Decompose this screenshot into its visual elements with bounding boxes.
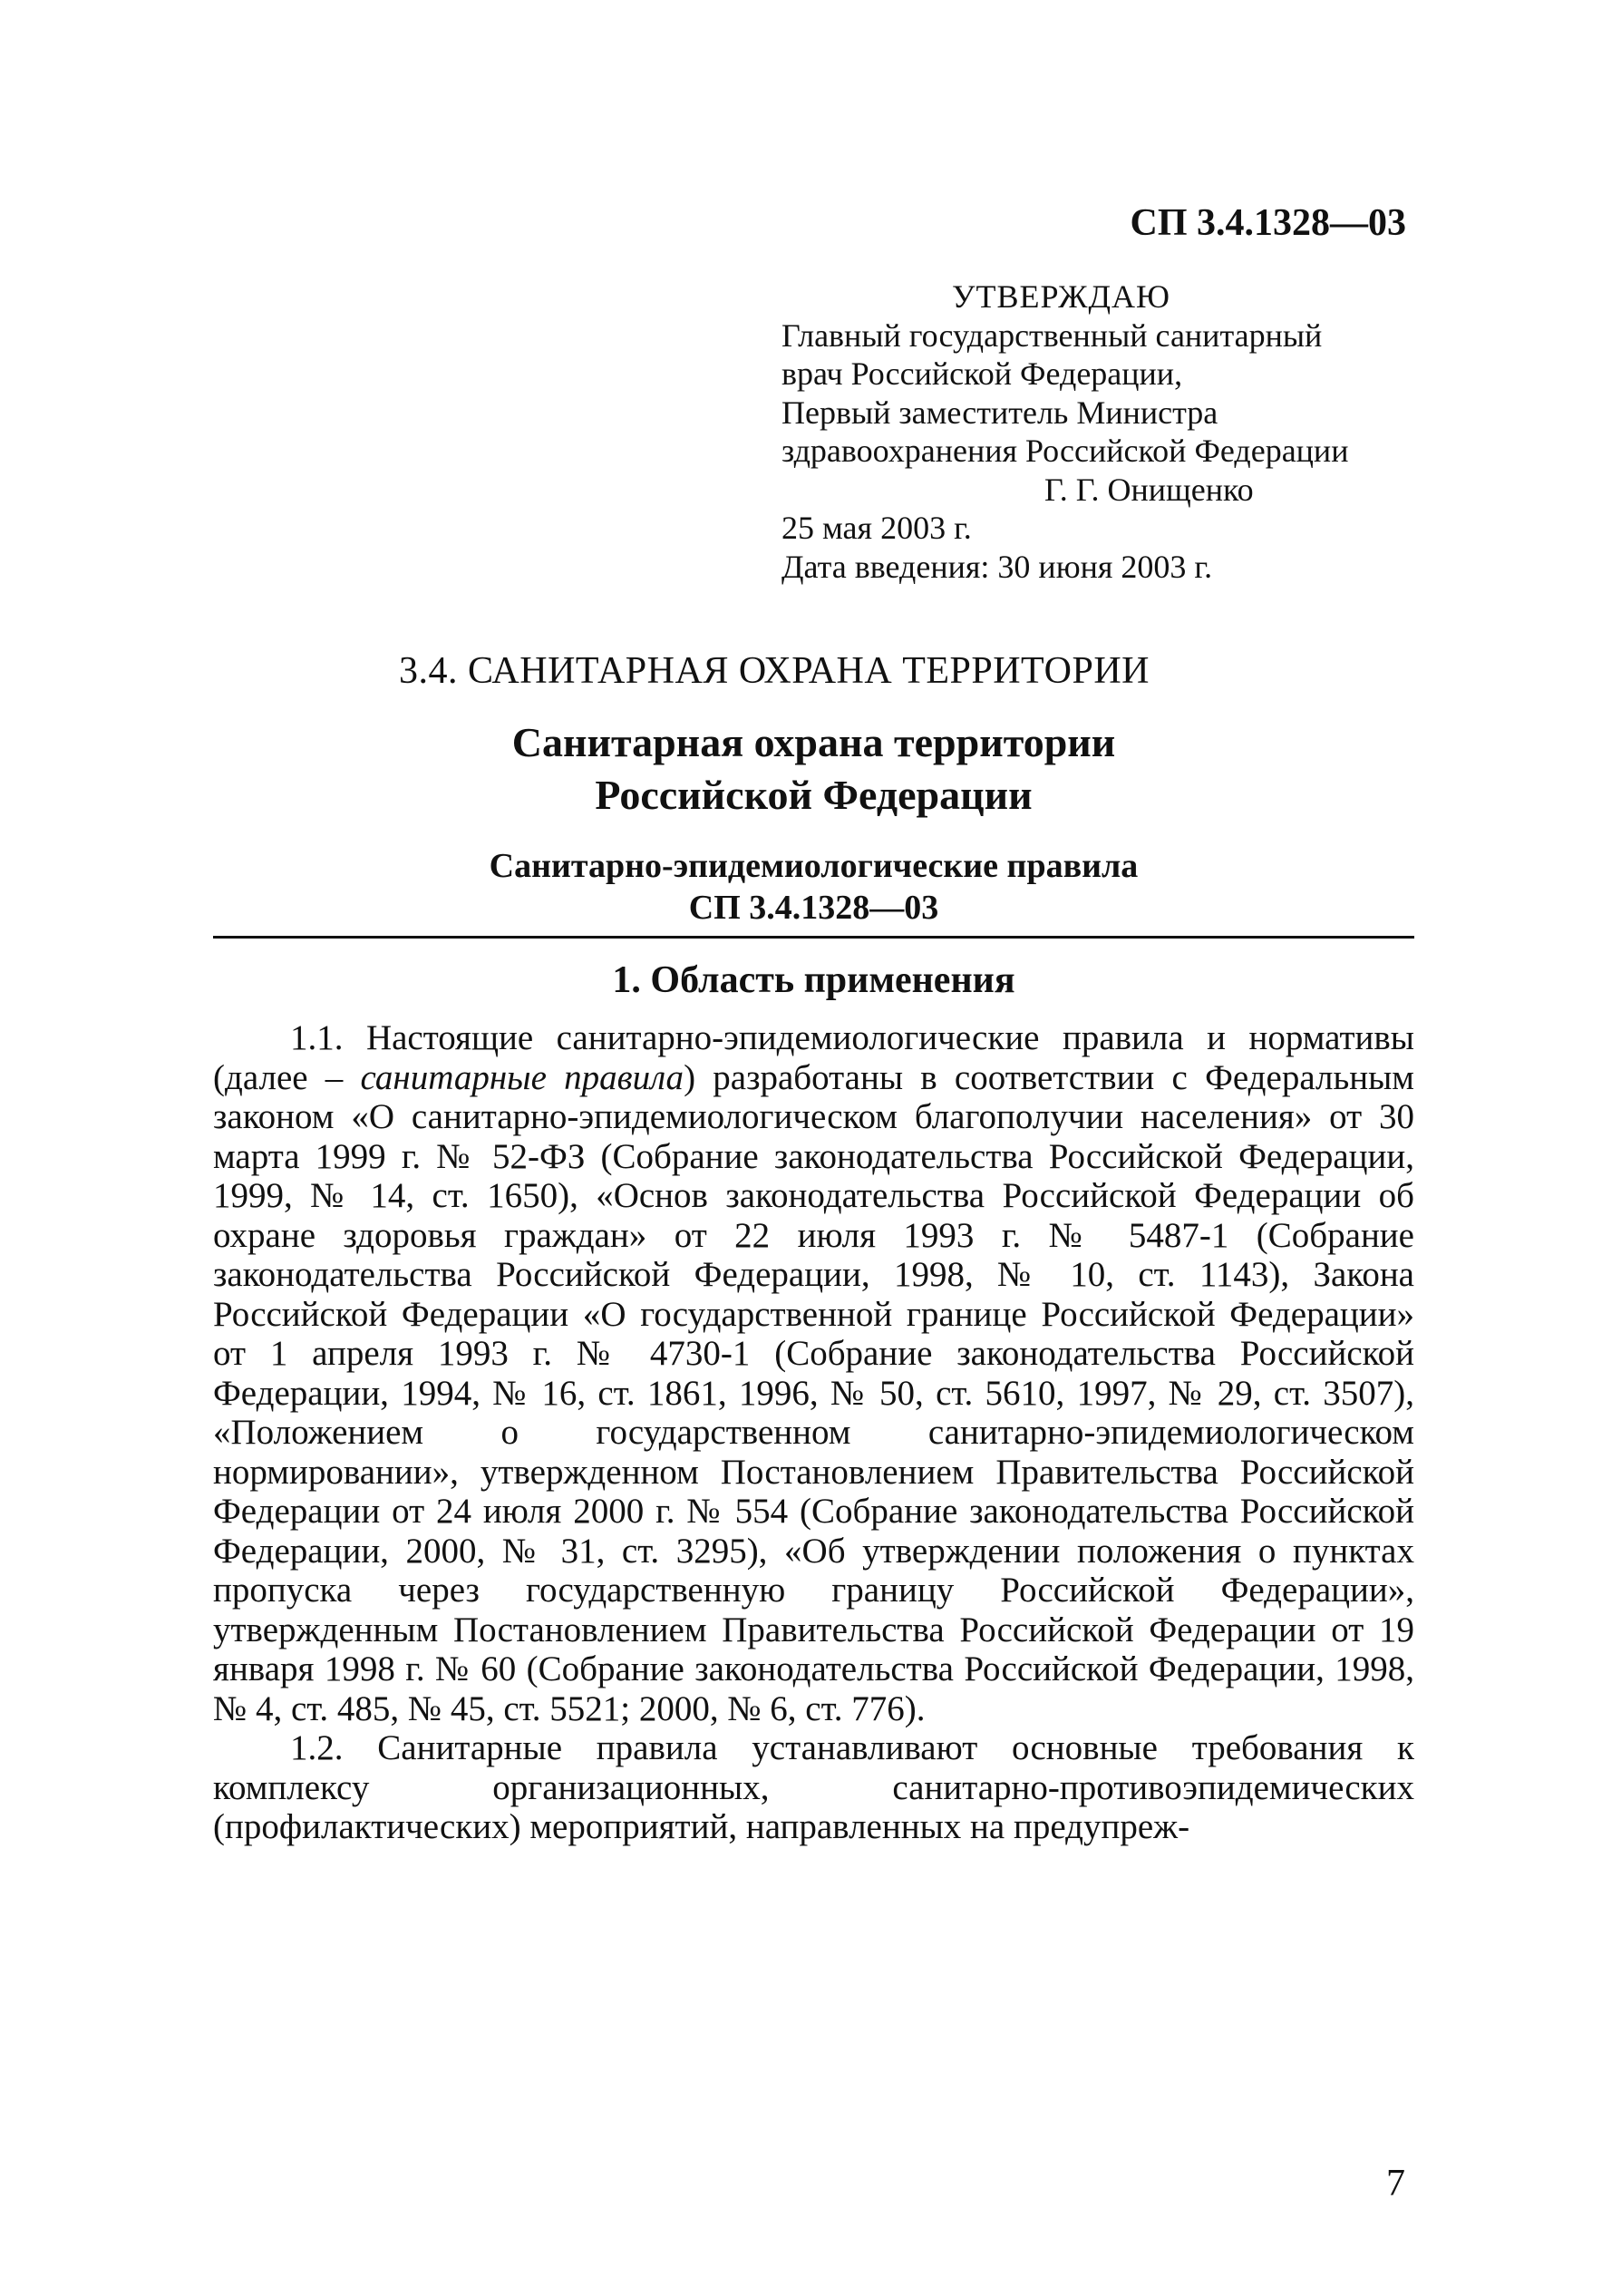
paragraph-1-1 xyxy=(213,1018,1414,1728)
page-number: 7 xyxy=(1386,2163,1405,2204)
approval-line-3: Первый заместитель Министра xyxy=(781,394,1218,431)
paragraph-1-1-part-1: 1.1. Настоящие санитарно-эпидемиологические правила и нормативы (далее – xyxy=(213,1018,1414,1097)
main-title xyxy=(213,716,1414,822)
approval-signatory: Г. Г. Онищенко xyxy=(1044,471,1254,508)
document-code xyxy=(1131,198,1407,248)
paragraph-1-1-part-2: ) разработаны в соответствии с Федеральным законом «О санитарно-эпидемиологическом благополучии населения» от 30 марта 1999 г. № 52-ФЗ (Собрание законодательства Российской Федерации, 1999, № 14, ст. 1650), «Основ законодательства Российской Федерации об охране здоровья граждан» от 22 июля 1993 г. № 5487-1 (Собрание законодательства Российской Федерации, 1998, № 10, ст. 1143), Закона Российской Федерации «О государственной границе Российской Федерации» от 1 апреля 1993 г. № 4730-1 (Собрание законодательства Российской Федерации, 1994, № 16, ст. 1861, 1996, № 50, ст. 5610, 1997, № 29, ст. 3507), «Положением о государственном санитарно-эпидемиологическом нормировании», утвержденном Постановлением Правительства Российской Федерации от 24 июля 2000 г. № 554 (Собрание законодательства Российской Федерации, 2000, № 31, ст. 3295), «Об утверждении положения о пунктах пропуска через государственную границу Российской Федерации», утвержденным Постановлением Правительства Российской Федерации от 19 января 1998 г. № 60 (Собрание законодательства Российской Федерации, 1998, № 4, ст. 485, № 45, ст. 5521; 2000, № 6, ст. 776). xyxy=(213,1057,1414,1728)
section-title-text: 3.4. САНИТАРНАЯ ОХРАНА ТЕРРИТОРИИ xyxy=(399,650,1150,692)
body-text xyxy=(213,1018,1414,1847)
approval-line-2: врач Российской Федерации, xyxy=(781,355,1183,392)
subtitle-line-1: Санитарно-эпидемиологические правила xyxy=(489,847,1139,885)
paragraph-1-2: 1.2. Санитарные правила устанавливают основные требования к комплексу организационных, санитарно-противоэпидемических (профилактических) мероприятий, направленных на предупреж- xyxy=(213,1728,1414,1846)
section-title xyxy=(0,646,1215,696)
document-code-text: СП 3.4.1328—03 xyxy=(1130,202,1406,244)
main-title-line-1: Санитарная охрана территории xyxy=(511,719,1116,765)
main-title-line-2: Российской Федерации xyxy=(595,772,1033,818)
approval-line-4: здравоохранения Российской Федерации xyxy=(781,433,1349,469)
approval-heading: УТВЕРЖДАЮ xyxy=(952,278,1171,315)
approval-date: 25 мая 2003 г. xyxy=(781,510,972,546)
subtitle xyxy=(213,845,1414,929)
chapter-title: 1. Область применения xyxy=(612,959,1015,1001)
subtitle-line-2: СП 3.4.1328—03 xyxy=(688,889,939,927)
paragraph-1-1-italic-term: санитарные правила xyxy=(360,1057,684,1097)
effective-date: Дата введения: 30 июня 2003 г. xyxy=(781,548,1213,585)
divider-rule xyxy=(213,936,1414,939)
approval-line-1: Главный государственный санитарный xyxy=(781,316,1323,354)
approval-block xyxy=(781,277,1416,586)
